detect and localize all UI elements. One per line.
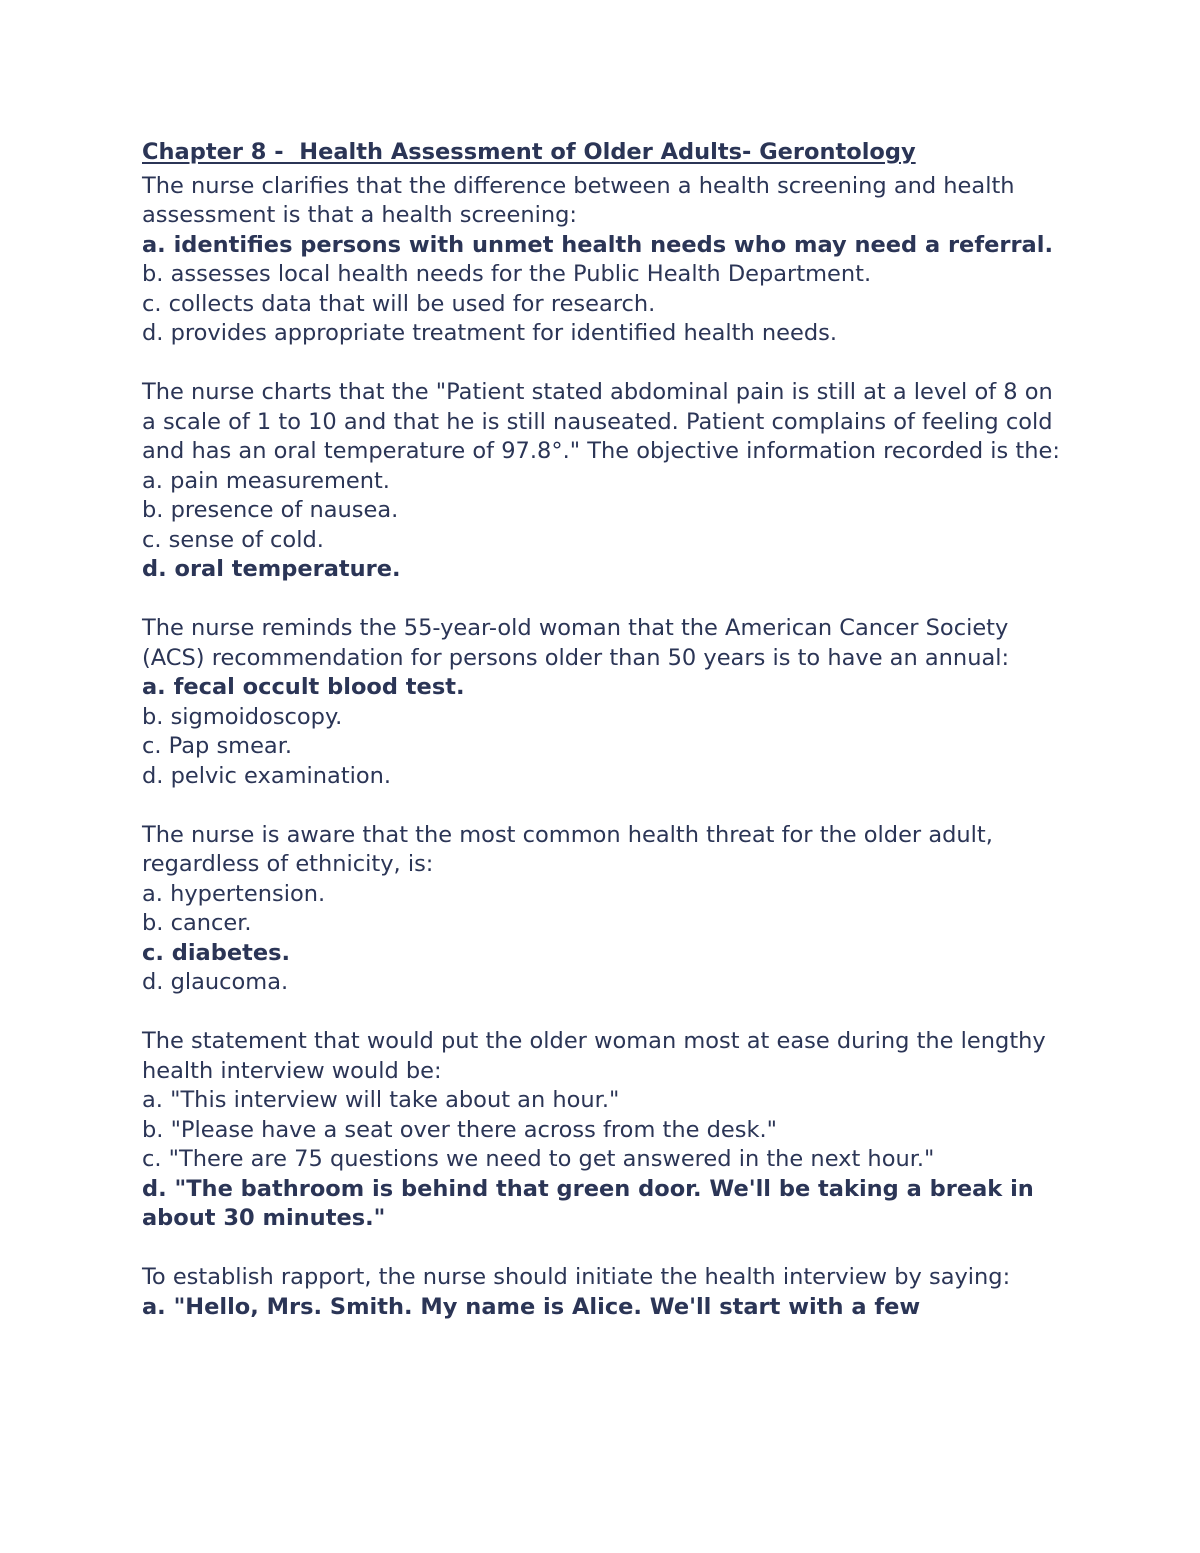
answer-option: c. sense of cold. <box>142 526 324 553</box>
question-stem: The nurse reminds the 55-year-old woman that the American Cancer Society (ACS) recommendation for persons older than 50 years is to have an annual: <box>142 615 1010 671</box>
chapter-title: Chapter 8 - Health Assessment of Older Adults- Gerontology <box>142 139 916 165</box>
answer-option: d. pelvic examination. <box>142 762 392 789</box>
question-list <box>142 172 1072 1323</box>
question-stem: The nurse clarifies that the difference between a health screening and health assessment is that a health screening: <box>142 172 1015 228</box>
answer-option-correct: a. identifies persons with unmet health needs who may need a referral. <box>142 231 1053 258</box>
question-stem: The nurse is aware that the most common health threat for the older adult, regardless of ethnicity, is: <box>142 821 993 877</box>
question-block <box>142 378 1072 585</box>
answer-option: b. cancer. <box>142 910 252 936</box>
answer-option: a. "This interview will take about an hour." <box>142 1087 620 1113</box>
answer-option: b. assesses local health needs for the Public Health Department. <box>142 261 872 287</box>
question-block <box>142 821 1072 998</box>
answer-option: a. hypertension. <box>142 880 326 907</box>
answer-option: a. pain measurement. <box>142 467 390 494</box>
question-block <box>142 614 1072 791</box>
answer-option: d. provides appropriate treatment for identified health needs. <box>142 320 837 346</box>
answer-option-correct: a. "Hello, Mrs. Smith. My name is Alice. We'll start with a few <box>142 1293 921 1320</box>
answer-option: b. presence of nausea. <box>142 497 399 523</box>
answer-option-correct: d. oral temperature. <box>142 556 401 582</box>
answer-option: b. sigmoidoscopy. <box>142 703 343 730</box>
answer-option: c. "There are 75 questions we need to get answered in the next hour." <box>142 1146 935 1172</box>
document-page <box>142 138 1072 1322</box>
answer-option-correct: d. "The bathroom is behind that green door. We'll be taking a break in about 30 minutes." <box>142 1175 1034 1231</box>
answer-option: d. glaucoma. <box>142 969 289 995</box>
answer-option: c. Pap smear. <box>142 733 293 759</box>
question-block <box>142 1263 1072 1322</box>
answer-option-correct: c. diabetes. <box>142 939 291 966</box>
answer-option: b. "Please have a seat over there across from the desk." <box>142 1116 777 1143</box>
question-stem: The statement that would put the older woman most at ease during the lengthy health interview would be: <box>142 1028 1046 1084</box>
question-block <box>142 1027 1072 1234</box>
question-stem: To establish rapport, the nurse should initiate the health interview by saying: <box>142 1264 1011 1290</box>
question-stem: The nurse charts that the "Patient stated abdominal pain is still at a level of 8 on a scale of 1 to 10 and that he is still nauseated. Patient complains of feeling cold and has an oral temperature of 97.8°." The objective information recorded is the: <box>142 379 1060 464</box>
answer-option-correct: a. fecal occult blood test. <box>142 674 465 700</box>
answer-option: c. collects data that will be used for research. <box>142 290 656 317</box>
question-block <box>142 172 1072 349</box>
